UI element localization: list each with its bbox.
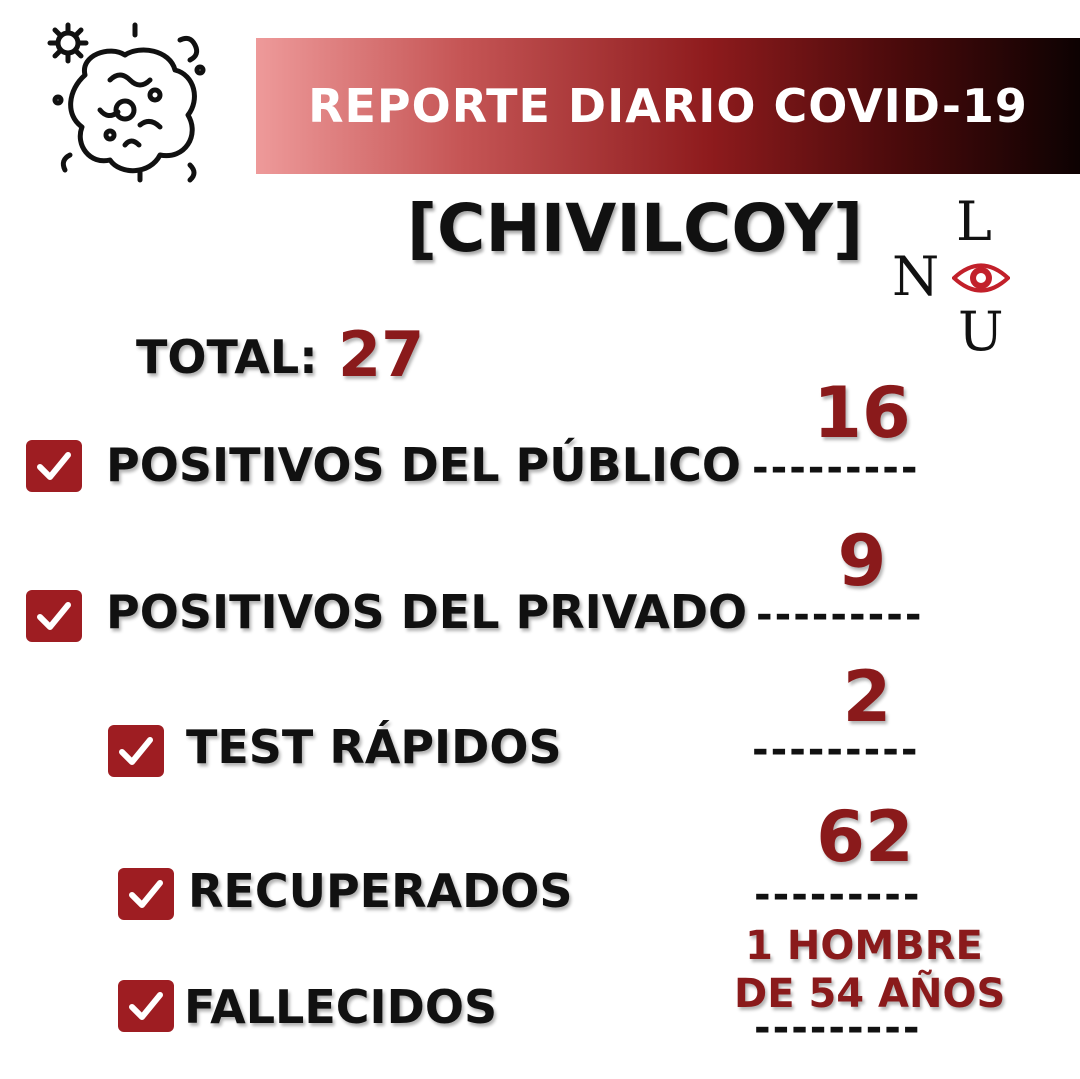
row-label-recuperados: RECUPERADOS (188, 864, 573, 918)
row-value-fallecidos (734, 922, 1006, 1018)
total-label: TOTAL: (136, 330, 318, 384)
report-title: REPORTE DIARIO COVID-19 (308, 79, 1028, 133)
logo-letter-n: N (892, 245, 940, 308)
logo-letter-u: U (958, 300, 1004, 363)
city-name: [CHIVILCOY] (406, 190, 864, 267)
row-dashes: --------- (754, 1005, 922, 1051)
row-value-positivos-publico: 16 (813, 372, 911, 454)
checkbox-checked-icon (108, 725, 164, 777)
row-value-positivos-privado: 9 (837, 520, 887, 602)
total-value: 27 (338, 318, 425, 391)
row-dashes: --------- (752, 445, 920, 491)
row-label-positivos-publico: POSITIVOS DEL PÚBLICO (106, 438, 741, 492)
eye-icon (952, 255, 1010, 301)
row-dashes: --------- (754, 872, 922, 918)
row-label-test-rapidos: TEST RÁPIDOS (186, 720, 562, 774)
fallecidos-line1: 1 HOMBRE (745, 923, 983, 969)
checkbox-checked-icon (118, 980, 174, 1032)
checkbox-checked-icon (118, 868, 174, 920)
fallecidos-line2: DE 54 AÑOS (734, 971, 1006, 1017)
row-value-recuperados: 62 (816, 796, 914, 878)
row-label-fallecidos: FALLECIDOS (184, 980, 498, 1034)
row-label-positivos-privado: POSITIVOS DEL PRIVADO (106, 585, 748, 639)
virus-icon (40, 15, 215, 190)
row-dashes: --------- (756, 592, 924, 638)
row-dashes: --------- (752, 727, 920, 773)
checkbox-checked-icon (26, 440, 82, 492)
brand-logo (888, 190, 1028, 365)
checkbox-checked-icon (26, 590, 82, 642)
logo-letter-l: L (956, 190, 992, 253)
row-value-test-rapidos: 2 (842, 656, 892, 738)
header-banner (256, 38, 1080, 174)
